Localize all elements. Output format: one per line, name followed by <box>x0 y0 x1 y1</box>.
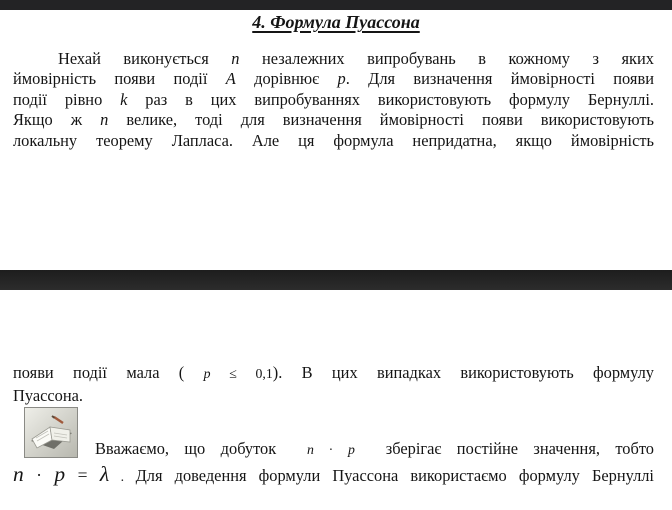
page-break-band <box>0 270 672 290</box>
paragraph-line: ймовірність появи події A дорівнює p. Для визначення ймовірності появи <box>13 69 654 89</box>
open-book-image <box>24 407 78 458</box>
paragraph-line: появи події мала ( p ≤ 0,1). В цих випадках використовують формулу <box>13 363 654 382</box>
paragraph-line: Якщо ж n велике, тоді для визначення ймовірності появи використовують <box>13 110 654 130</box>
formula-line: n · p = λ . Для доведення формули Пуассона використаємо формулу Бернуллі <box>13 462 654 486</box>
paragraph-line: Пуассона. <box>13 386 83 406</box>
paragraph-line: Нехай виконується n незалежних випробувань в кожному з яких <box>58 49 654 68</box>
page-title <box>0 10 672 34</box>
paragraph-line: події рівно k раз в цих випробуваннях використовують формулу Бернуллі. <box>13 89 654 109</box>
paragraph-3-intro-line: Вважаємо, що добуток n · p зберігає постійне значення, тобто <box>95 439 654 458</box>
open-book-with-pen-icon <box>24 407 78 458</box>
paragraph-line: локальну теорему Лапласа. Але ця формула непридатна, якщо ймовірність <box>13 130 654 150</box>
paragraph-2 <box>13 362 654 408</box>
top-window-edge-bar <box>0 0 672 10</box>
paragraph-1 <box>13 49 654 151</box>
page-title-text: 4. Формула Пуассона <box>252 12 420 32</box>
